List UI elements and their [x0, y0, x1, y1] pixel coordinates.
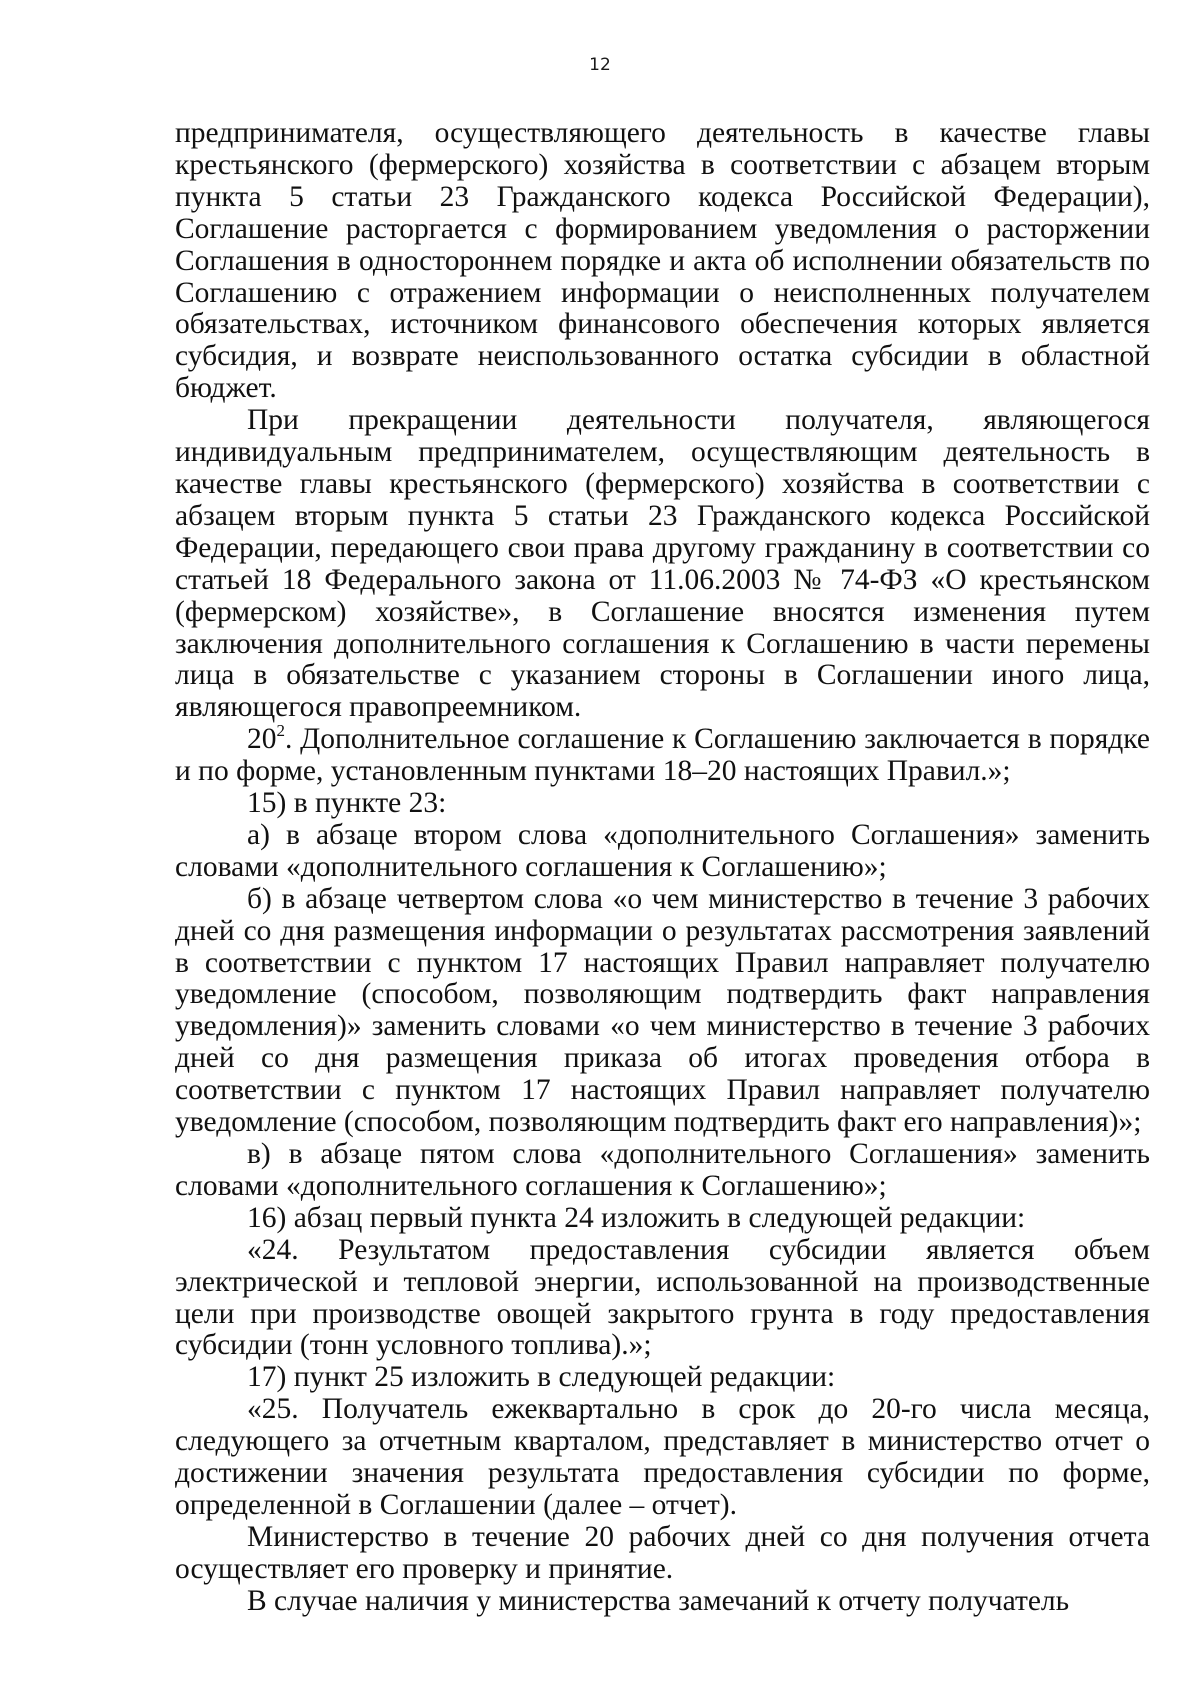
paragraph-point-25: «25. Получатель ежеквартально в срок до 20-го числа месяца, следующего за отчетным кварталом, представляет в министерство отчет о достижении значения результата предоставления субсидии по форме, определенной в Соглашении (далее – отчет). [175, 1393, 1150, 1521]
paragraph-termination-continuation: предпринимателя, осуществляющего деятельность в качестве главы крестьянского (фермерского) хозяйства в соответствии с абзацем вторым пункта 5 статьи 23 Гражданского кодекса Российской Федерации), Соглашение расторгается с формированием уведомления о расторжении Соглашения в одностороннем порядке и акта об исполнении обязательств по Соглашению с отражением информации о неисполненных получателем обязательствах, источником финансового обеспечения которых является субсидия, и возврате неиспользованного остатка субсидии в областной бюджет. [175, 117, 1150, 405]
paragraph-subitem-a: а) в абзаце втором слова «дополнительного Соглашения» заменить словами «дополнительного соглашения к Соглашению»; [175, 818, 1150, 883]
item-superscript: 2 [276, 721, 285, 741]
paragraph-item-15: 15) в пункте 23: [247, 787, 447, 820]
paragraph-point-24: «24. Результатом предоставления субсидии является объем электрической и тепловой энергии, использованной на производственные цели при производстве овощей закрытого грунта в году предоставления субсидии (тонн условного топлива).»; [175, 1233, 1150, 1362]
paragraph-subitem-v: в) в абзаце пятом слова «дополнительного Соглашения» заменить словами «дополнительного соглашения к Соглашению»; [175, 1138, 1150, 1202]
paragraph-item-20-2 [175, 721, 1150, 788]
item-number: 20 [247, 723, 277, 756]
item-text: . Дополнительное соглашение к Соглашению заключается в порядке и по форме, установленным пунктами 18–20 настоящих Правил.»; [175, 723, 1150, 788]
page-number: 12 [589, 55, 611, 75]
paragraph-remarks: В случае наличия у министерства замечаний к отчету получатель [247, 1584, 1070, 1617]
paragraph-subitem-b: б) в абзаце четвертом слова «о чем министерство в течение 3 рабочих дней со дня размещения информации о результатах рассмотрения заявлений в соответствии с пунктом 17 настоящих Правил направляет получателю уведомление (способом, позволяющим подтвердить факт направления уведомления)» заменить словами «о чем министерство в течение 3 рабочих дней со дня размещения приказа об итогах проведения отбора в соответствии с пунктом 17 настоящих Правил направляет получателю уведомление (способом, позволяющим подтвердить факт его направления)»; [175, 882, 1150, 1139]
paragraph-item-16: 16) абзац первый пункта 24 изложить в следующей редакции: [247, 1201, 1026, 1234]
document-body [175, 118, 1150, 1618]
paragraph-item-17: 17) пункт 25 изложить в следующей редакции: [247, 1361, 836, 1394]
paragraph-activity-termination: При прекращении деятельности получателя, являющегося индивидуальным предпринимателем, осуществляющим деятельность в качестве главы крестьянского (фермерского) хозяйства в соответствии с абзацем вторым пункта 5 статьи 23 Гражданского кодекса Российской Федерации, передающего свои права другому гражданину в соответствии со статьей 18 Федерального закона от 11.06.2003 № 74-ФЗ «О крестьянском (фермерском) хозяйстве», в Соглашение вносятся изменения путем заключения дополнительного соглашения к Соглашению в части перемены лица в обязательстве с указанием стороны в Соглашении иного лица, являющегося правопреемником. [175, 404, 1150, 724]
paragraph-report-review: Министерство в течение 20 рабочих дней со дня получения отчета осуществляет его проверку и принятие. [175, 1520, 1150, 1585]
